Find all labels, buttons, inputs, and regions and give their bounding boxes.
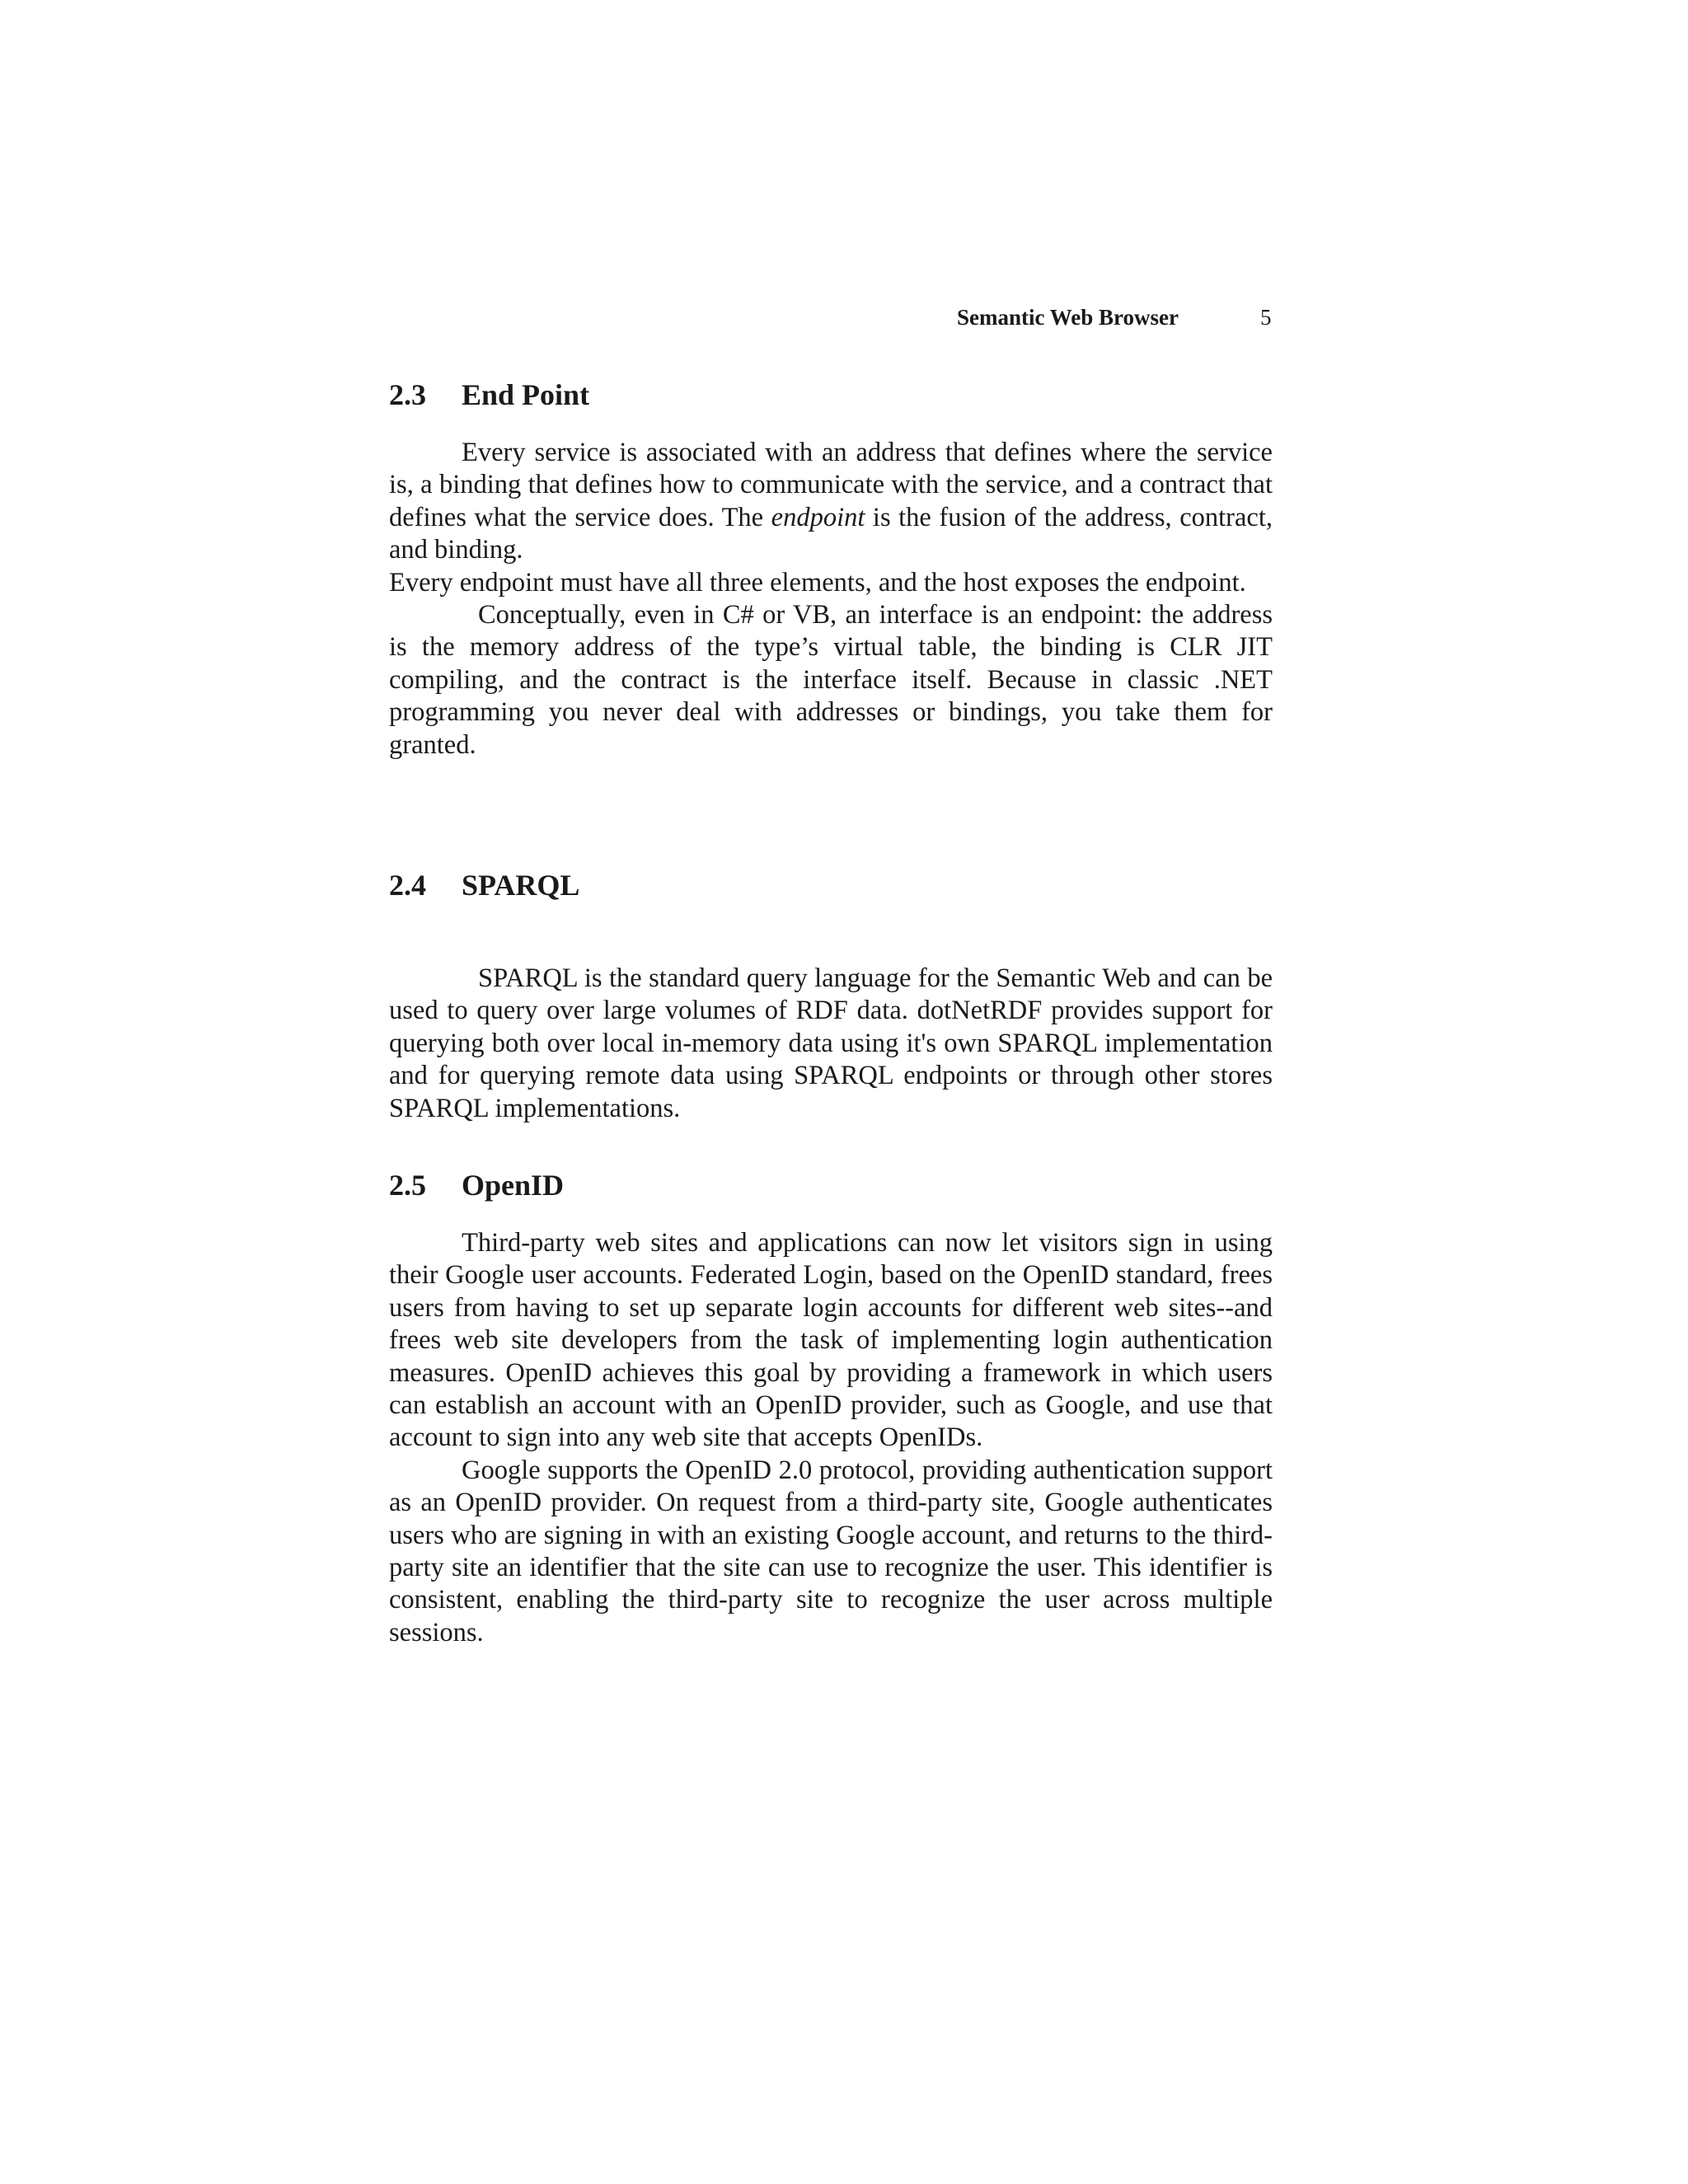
section-heading-sparql	[389, 868, 579, 902]
section-body-sparql	[389, 963, 1273, 1125]
section-heading-end-point	[389, 377, 589, 412]
running-header	[957, 305, 1287, 338]
section-number: 2.3	[389, 378, 426, 411]
section-number: 2.5	[389, 1169, 426, 1202]
section-body-end-point	[389, 437, 1273, 762]
page-number: 5	[1260, 305, 1272, 330]
paragraph: Every service is associated with an address that defines where the service is, a binding that defines how to communicate with the service, and a contract that defines what the service does. The endpoint is the fusion of the address, contract, and binding.	[389, 438, 1273, 565]
paragraph: SPARQL is the standard query language for the Semantic Web and can be used to query over large volumes of RDF data. dotNetRDF provides support for querying both over local in-memory data using it's own SPARQL implementation and for querying remote data using SPARQL endpoints or through other stores SPARQL implementations.	[389, 963, 1273, 1123]
paragraph: Google supports the OpenID 2.0 protocol, providing authentication support as an OpenID provider. On request from a third-party site, Google authenticates users who are signing in with an existing Google account, and returns to the third-party site an identifier that the site can use to recognize the user. This identifier is consistent, enabling the third-party site to recognize the user across multiple sessions.	[389, 1455, 1273, 1647]
paragraph: Conceptually, even in C# or VB, an interface is an endpoint: the address is the memory address of the type’s virtual table, the binding is CLR JIT compiling, and the contract is the interface itself. Because in classic .NET programming you never deal with addresses or bindings, you take them for granted.	[389, 600, 1273, 760]
paragraph: Every endpoint must have all three elements, and the host exposes the endpoint.	[389, 567, 1246, 598]
paragraph: Third-party web sites and applications can now let visitors sign in using their Google user accounts. Federated Login, based on the OpenID standard, frees users from having to set up separate login accounts for different web sites--and frees web site developers from the task of implementing login authentication measures. OpenID achieves this goal by providing a framework in which users can establish an account with an OpenID provider, such as Google, and use that account to sign into any web site that accepts OpenIDs.	[389, 1228, 1273, 1453]
section-title: OpenID	[462, 1169, 565, 1202]
section-body-openid	[389, 1227, 1273, 1649]
emphasis-term: endpoint	[771, 502, 865, 532]
section-number: 2.4	[389, 869, 426, 902]
section-title: End Point	[462, 378, 590, 411]
section-heading-openid	[389, 1168, 564, 1202]
running-title: Semantic Web Browser	[957, 305, 1179, 330]
section-title: SPARQL	[462, 869, 580, 902]
